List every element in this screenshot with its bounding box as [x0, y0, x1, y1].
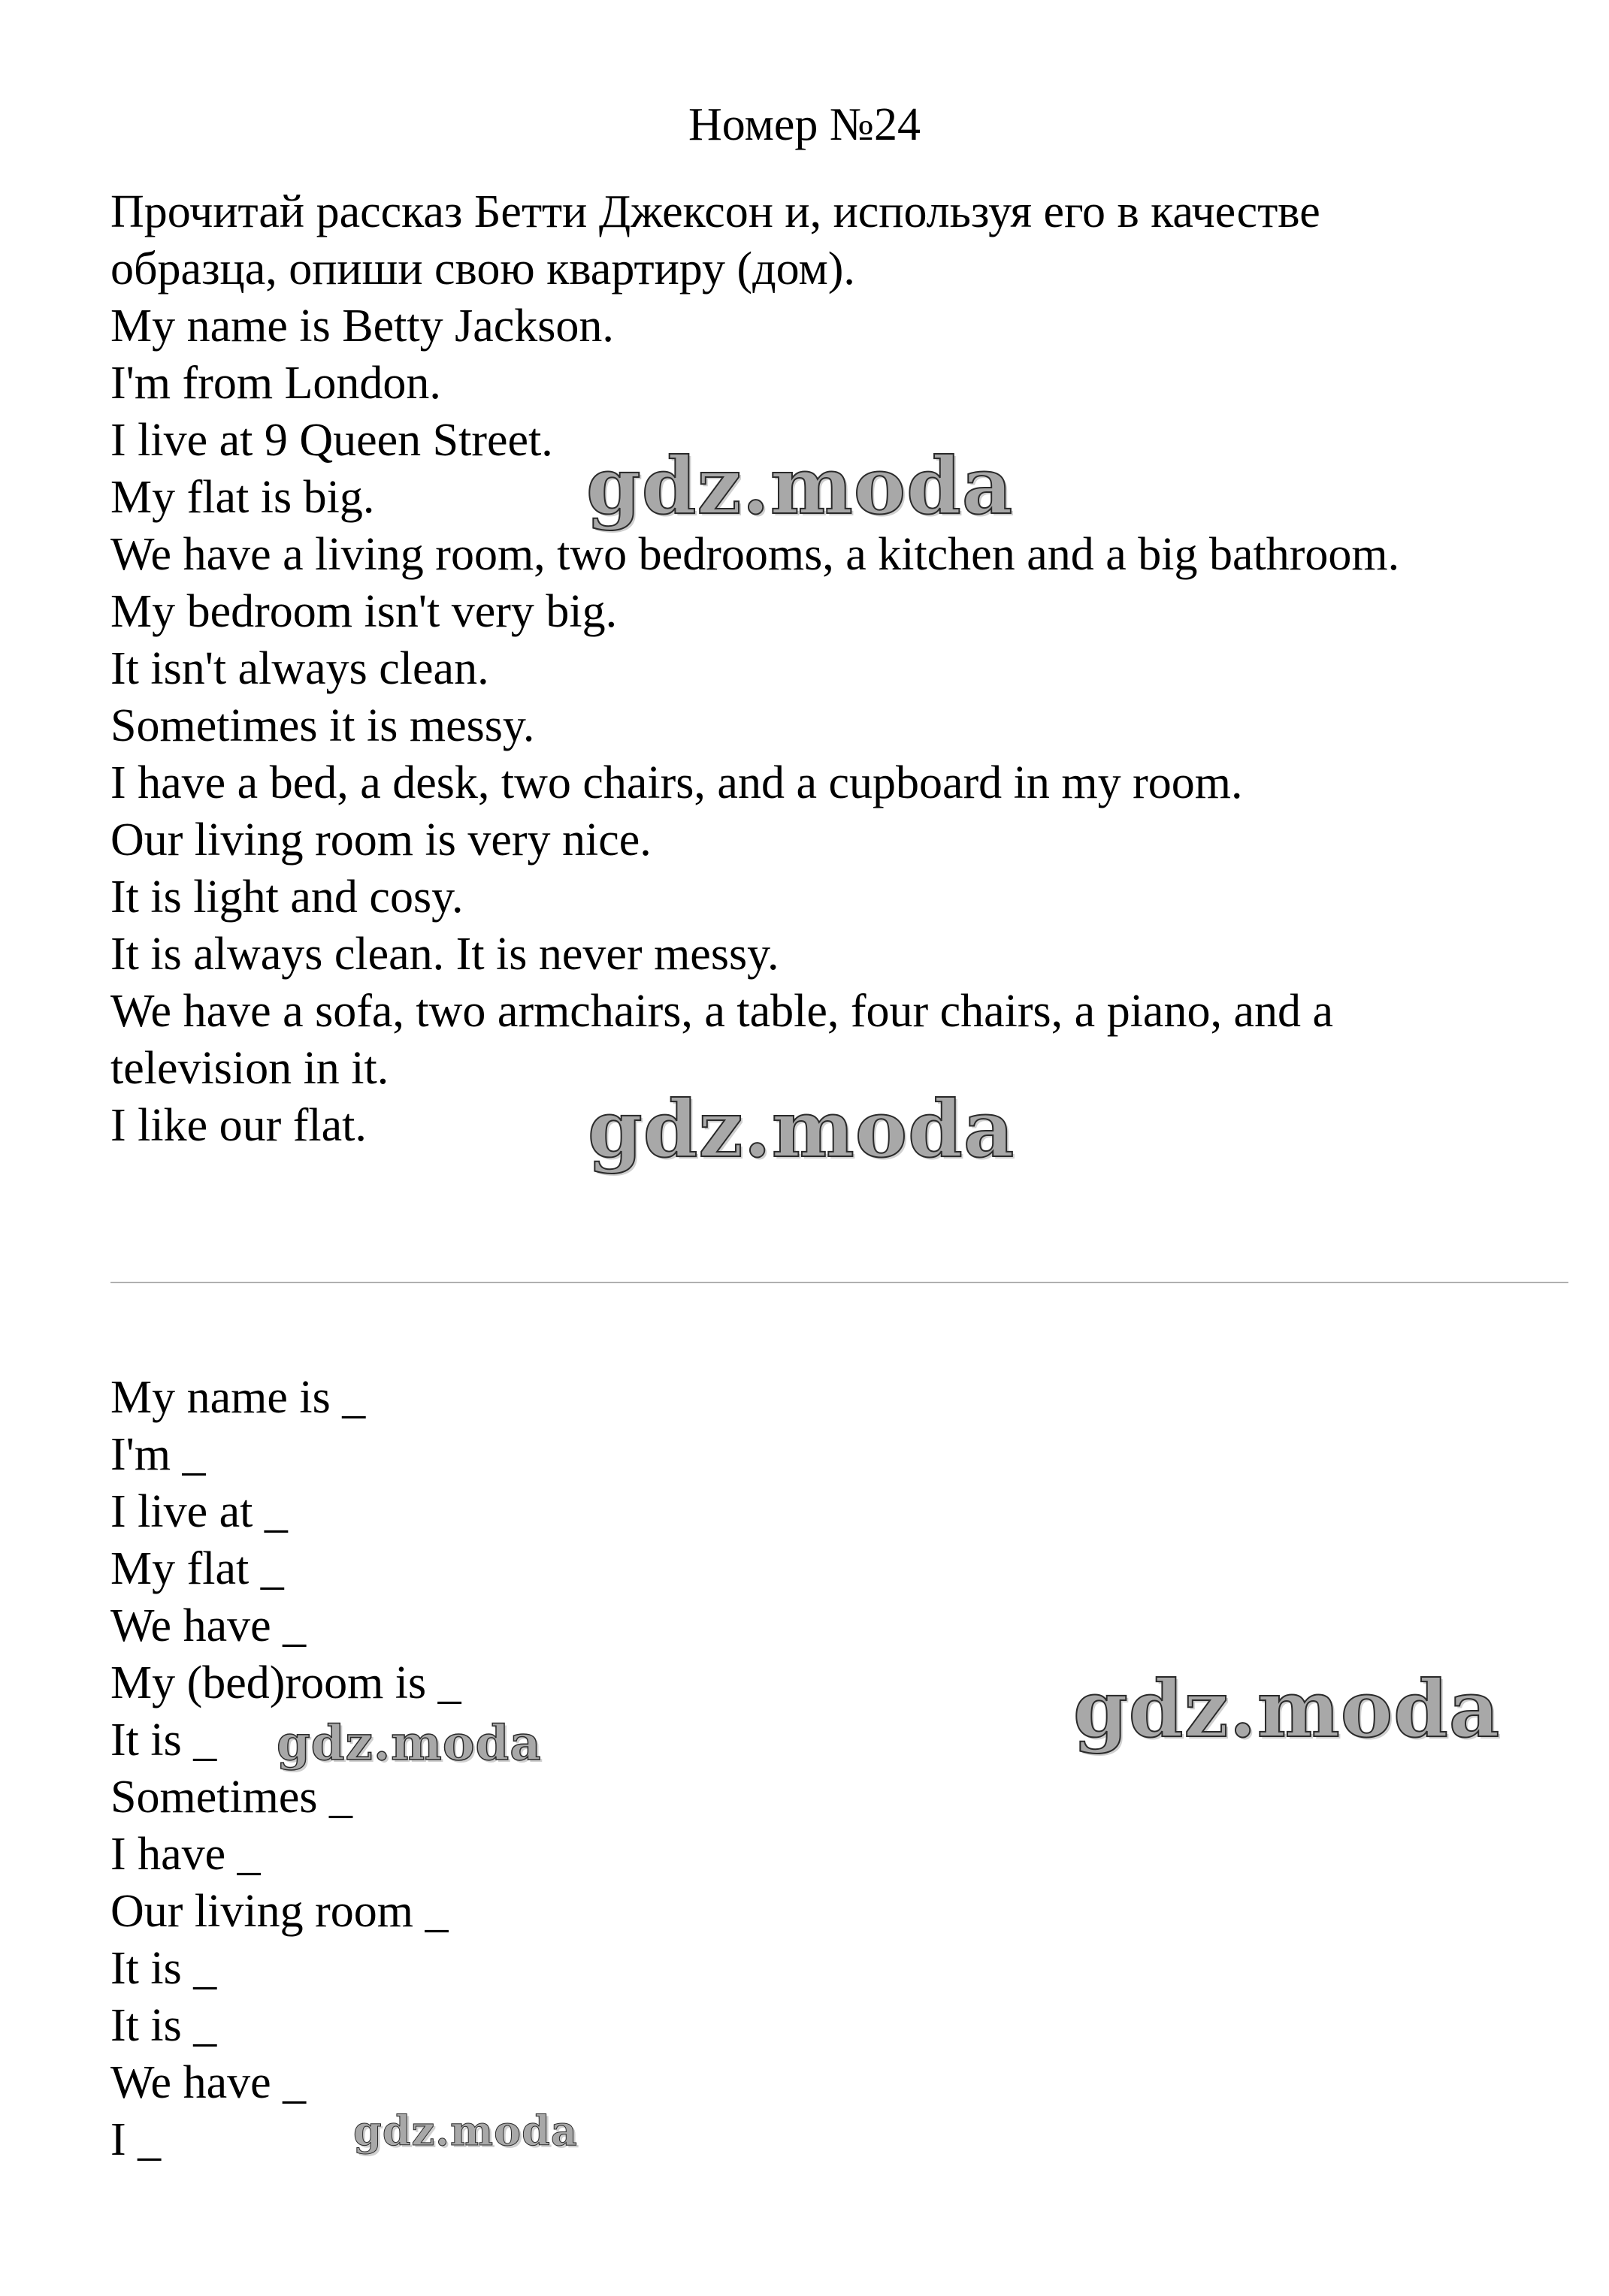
task-line: Прочитай рассказ Бетти Джексон и, используя его в качестве [110, 186, 1320, 237]
template-line: My flat _ [110, 1543, 284, 1594]
story-line: I like our flat. [110, 1100, 367, 1151]
watermark-logo: gdz.moda [353, 2107, 578, 2155]
template-line: Sometimes _ [110, 1772, 353, 1823]
story-line: Our living room is very nice. [110, 814, 652, 866]
story-line: It is light and cosy. [110, 872, 464, 923]
watermark-logo: gdz.moda [586, 440, 1014, 532]
watermark-logo: gdz.moda [277, 1715, 542, 1772]
template-line: My name is _ [110, 1372, 366, 1423]
story-line: It is always clean. It is never messy. [110, 929, 779, 980]
watermark-logo: gdz.moda [1073, 1663, 1501, 1755]
story-line: My bedroom isn't very big. [110, 586, 618, 637]
story-line: Sometimes it is messy. [110, 700, 535, 751]
story-line: I have a bed, a desk, two chairs, and a cupboard in my room. [110, 757, 1243, 808]
template-line: I _ [110, 2114, 162, 2165]
story-line: My name is Betty Jackson. [110, 301, 614, 352]
story-line: I live at 9 Queen Street. [110, 415, 553, 466]
story-line: It isn't always clean. [110, 643, 489, 694]
watermark-logo: gdz.moda [588, 1083, 1015, 1175]
story-line: We have a sofa, two armchairs, a table, four chairs, a piano, and a [110, 986, 1333, 1037]
template-line: I have _ [110, 1829, 261, 1880]
section-divider [110, 1282, 1568, 1283]
story-line: My flat is big. [110, 472, 375, 523]
template-line: We have _ [110, 1600, 307, 1651]
template-line: I'm _ [110, 1429, 206, 1480]
template-line: My (bed)room is _ [110, 1657, 461, 1708]
template-line: I live at _ [110, 1486, 288, 1537]
template-line: We have _ [110, 2057, 307, 2108]
template-line: It is _ [110, 1714, 217, 1766]
template-line: It is _ [110, 2000, 217, 2051]
task-line: образца, опиши свою квартиру (дом). [110, 243, 855, 295]
template-line: It is _ [110, 1943, 217, 1994]
story-text-block [110, 183, 1399, 1154]
story-line: television in it. [110, 1043, 389, 1094]
template-line: Our living room _ [110, 1886, 449, 1937]
story-line: I'm from London. [110, 358, 441, 409]
story-line: We have a living room, two bedrooms, a kitchen and a big bathroom. [110, 529, 1400, 580]
page-title: Номер №24 [688, 99, 921, 150]
